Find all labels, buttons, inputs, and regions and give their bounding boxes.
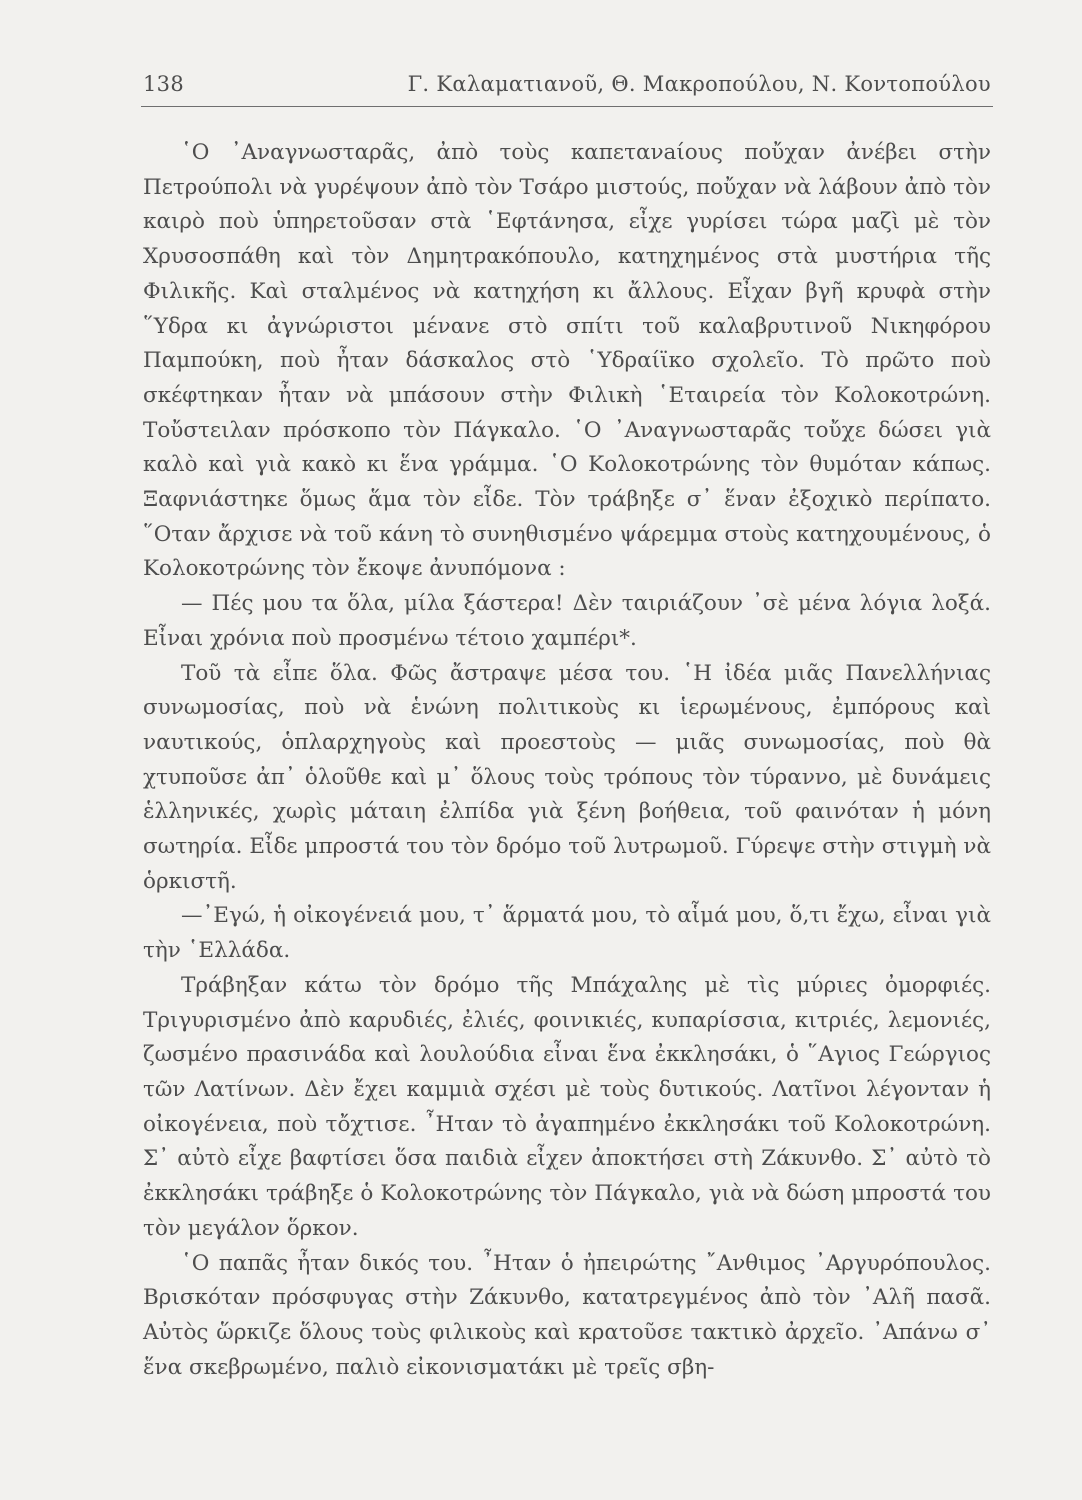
- paragraph: Τράβηξαν κάτω τὸν δρόμο τῆς Μπάχαλης μὲ τὶς μύριες ὀμορφιές. Τριγυρισμένο ἀπὸ καρυδιές, ἐλιές, φοινικιές, κυπαρίσσια, κιτριές, λεμονιές, ζωσμένο πρασινάδα καὶ λουλούδια εἶναι ἕνα ἐκκλησάκι, ὁ ῞Αγιος Γεώργιος τῶν Λατίνων. Δὲν ἔχει καμμιὰ σχέσι μὲ τοὺς δυτικούς. Λατῖνοι λέγονταν ἡ οἰκογένεια, ποὺ τὄχτισε. ῏Ηταν τὸ ἀγαπημένο ἐκκλησάκι τοῦ Κολοκοτρώνη. Σ᾿ αὐτὸ εἶχε βαφτίσει ὅσα παιδιὰ εἶχεν ἀποκτήσει στὴ Ζάκυνθο. Σ᾿ αὐτὸ τὸ ἐκκλησάκι τράβηξε ὁ Κολοκοτρώνης τὸν Πάγκαλο, γιὰ νὰ δώση μπροστά του τὸν μεγάλον ὅρκον.: [143, 972, 991, 1241]
- paragraph: — Πές μου τα ὅλα, μίλα ξάστερα! Δὲν ταιριάζουν ᾿σὲ μένα λόγια λοξά. Εἶναι χρόνια ποὺ προσμένω τέτοιο χαμπέρι*.: [143, 591, 991, 651]
- paragraph: —᾿Εγώ, ἡ οἰκογένειά μου, τ᾿ ἅρματά μου, τὸ αἷμά μου, ὅ,τι ἔχω, εἶναι γιὰ τὴν ῾Ελλάδα.: [143, 903, 991, 964]
- paragraph: ῾Ο ᾿Αναγνωσταρᾶς, ἀπὸ τοὺς καπετανaίους ποὔχαν ἀνέβει στὴν Πετρούπολι νὰ γυρέψουν ἀπὸ τὸν Τσάρο μιστούς, ποὔχαν νὰ λάβουν ἀπὸ τὸν καιρὸ ποὺ ὑπηρετοῦσαν στὰ ῾Εφτάνησα, εἶχε γυρίσει τώρα μαζὶ μὲ τὸν Χρυσοσπάθη καὶ τὸν Δημητρακόπουλο, κατηχημένος στὰ μυστήρια τῆς Φιλικῆς. Καὶ σταλμένος νὰ κατηχήση κι ἄλλους. Εἶχαν βγῆ κρυφὰ στὴν ῞Υδρα κι ἀγνώριστοι μένανε στὸ σπίτι τοῦ καλαβρυτινοῦ Νικηφόρου Παμπούκη, ποὺ ἦταν δάσκαλος στὸ ῾Υδραίϊκο σχολεῖο. Τὸ πρῶτο ποὺ σκέφτηκαν ἦταν νὰ μπάσουν στὴν Φιλικὴ ῾Εταιρεία τὸν Κολοκοτρώνη. Τοὔστειλαν πρόσκοπο τὸν Πάγκαλο. ῾Ο ᾿Αναγνωσταρᾶς τοὔχε δώσει γιὰ καλὸ καὶ γιὰ κακὸ κι ἕνα γράμμα. ῾Ο Κολοκοτρώνης τὸν θυμόταν κάπως. Ξαφνιάστηκε ὅμως ἅμα τὸν εἶδε. Τὸν τράβηξε σ᾿ ἕναν ἐξοχικὸ περίπατο. ῞Οταν ἄρχισε νὰ τοῦ κάνη τὸ συνηθισμένο ψάρεμμα στοὺς κατηχουμένους, ὁ Κολοκοτρώνης τὸν ἔκοψε ἀνυπόμονα :: [143, 140, 991, 582]
- running-head: [143, 72, 991, 102]
- header-rule: [141, 106, 993, 107]
- header-authors: Γ. Καλαματιανοῦ, Θ. Μακροπούλου, Ν. Κοντοπούλου: [407, 72, 991, 96]
- paragraph: ῾Ο παπᾶς ἦταν δικός του. ῏Ηταν ὁ ἠπειρώτης ῎Ανθιμος ᾿Αργυρόπουλος. Βρισκόταν πρόσφυγας στὴν Ζάκυνθο, κατατρεγμένος ἀπὸ τὸν ᾿Αλῆ πασᾶ. Αὐτὸς ὥρκιζε ὅλους τοὺς φιλικοὺς καὶ κρατοῦσε τακτικὸ ἀρχεῖο. ᾿Απάνω σ᾿ ἕνα σκεβρωμένο, παλιὸ εἰκονισματάκι μὲ τρεῖς σβη-: [143, 1250, 991, 1380]
- paragraph: Τοῦ τὰ εἶπε ὅλα. Φῶς ἄστραψε μέσα του. ῾Η ἰδέα μιᾶς Πανελλήνιας συνωμοσίας, ποὺ νὰ ἑνώνη πολιτικοὺς κι ἱερωμένους, ἐμπόρους καὶ ναυτικούς, ὁπλαρχηγοὺς καὶ προεστοὺς — μιᾶς συνωμοσίας, ποὺ θὰ χτυποῦσε ἀπ᾿ ὁλοῦθε καὶ μ᾿ ὅλους τοὺς τρόπους τὸν τύραννο, μὲ δυνάμεις ἑλληνικές, χωρὶς μάταιη ἐλπίδα γιὰ ξένη βοήθεια, τοῦ φαινόταν ἡ μόνη σωτηρία. Εἶδε μπροστά του τὸν δρόμο τοῦ λυτρωμοῦ. Γύρεψε στὴν στιγμὴ νὰ ὁρκιστῆ.: [143, 660, 991, 894]
- page-number: 138: [143, 72, 184, 96]
- body-text: [143, 136, 991, 1385]
